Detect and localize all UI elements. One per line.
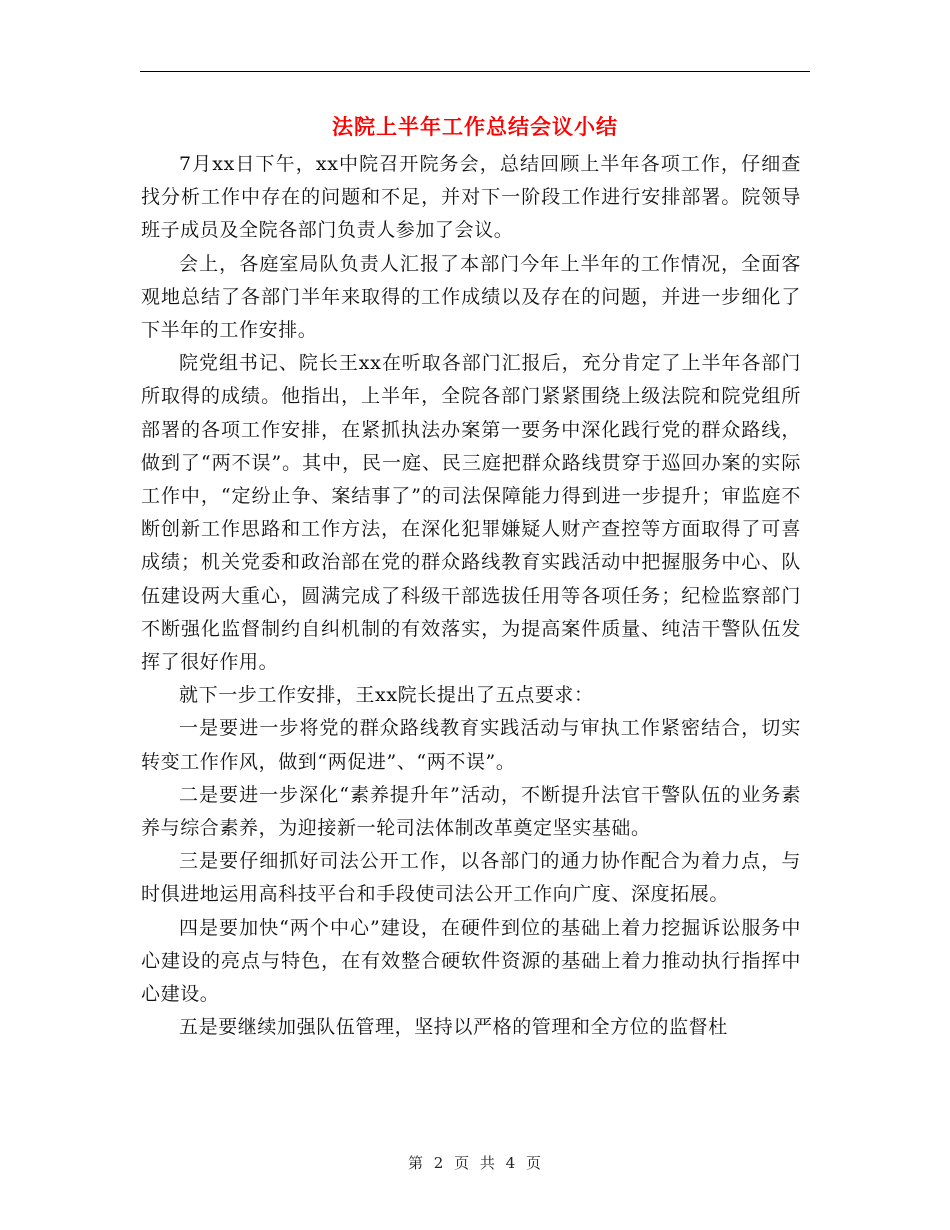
header-rule xyxy=(140,71,810,72)
paragraph-requirement-4: 四是要加快“两个中心”建设，在硬件到位的基础上着力挖掘诉讼服务中心建设的亮点与特色，在有效整合硬软件资源的基础上着力推动执行指挥中心建设。 xyxy=(141,916,801,1006)
page-number-footer: 第 2 页 共 4 页 xyxy=(408,1154,542,1172)
paragraph-requirement-1: 一是要进一步将党的群众路线教育实践活动与审执工作紧密结合，切实转变工作作风，做到“两促进”、“两不误”。 xyxy=(141,717,801,773)
paragraph-department-reports: 会上，各庭室局队负责人汇报了本部门今年上半年的工作情况，全面客观地总结了各部门半年来取得的工作成绩以及存在的问题，并进一步细化了下半年的工作安排。 xyxy=(141,252,801,342)
paragraph-president-remarks: 院党组书记、院长王xx在听取各部门汇报后，充分肯定了上半年各部门所取得的成绩。他指出，上半年，全院各部门紧紧围绕上级法院和院党组所部署的各项工作安排，在紧抓执法办案第一要务中深化践行党的群众路线，做到了“两不误”。其中，民一庭、民三庭把群众路线贯穿于巡回办案的实际工作中，“定纷止争、案结事了”的司法保障能力得到进一步提升；审监庭不断创新工作思路和工作方法，在深化犯罪嫌疑人财产查控等方面取得了可喜成绩；机关党委和政治部在党的群众路线教育实践活动中把握服务中心、队伍建设两大重心，圆满完成了科级干部选拔任用等各项任务；纪检监察部门不断强化监督制约自纠机制的有效落实，为提高案件质量、纯洁干警队伍发挥了很好作用。 xyxy=(141,352,801,674)
document-body xyxy=(141,148,801,1044)
paragraph-requirement-3: 三是要仔细抓好司法公开工作，以各部门的通力协作配合为着力点，与时俱进地运用高科技平台和手段使司法公开工作向广度、深度拓展。 xyxy=(141,850,801,906)
paragraph-requirements-intro: 就下一步工作安排，王xx院长提出了五点要求： xyxy=(179,684,594,707)
paragraph-requirement-2: 二是要进一步深化“素养提升年”活动，不断提升法官干警队伍的业务素养与综合素养，为迎接新一轮司法体制改革奠定坚实基础。 xyxy=(141,783,801,840)
document-title: 法院上半年工作总结会议小结 xyxy=(332,114,618,139)
paragraph-meeting-intro: 7月xx日下午，xx中院召开院务会，总结回顾上半年各项工作，仔细查找分析工作中存在的问题和不足，并对下一阶段工作进行安排部署。院领导班子成员及全院各部门负责人参加了会议。 xyxy=(141,153,801,242)
paragraph-requirement-5: 五是要继续加强队伍管理，坚持以严格的管理和全方位的监督杜 xyxy=(179,1016,728,1039)
